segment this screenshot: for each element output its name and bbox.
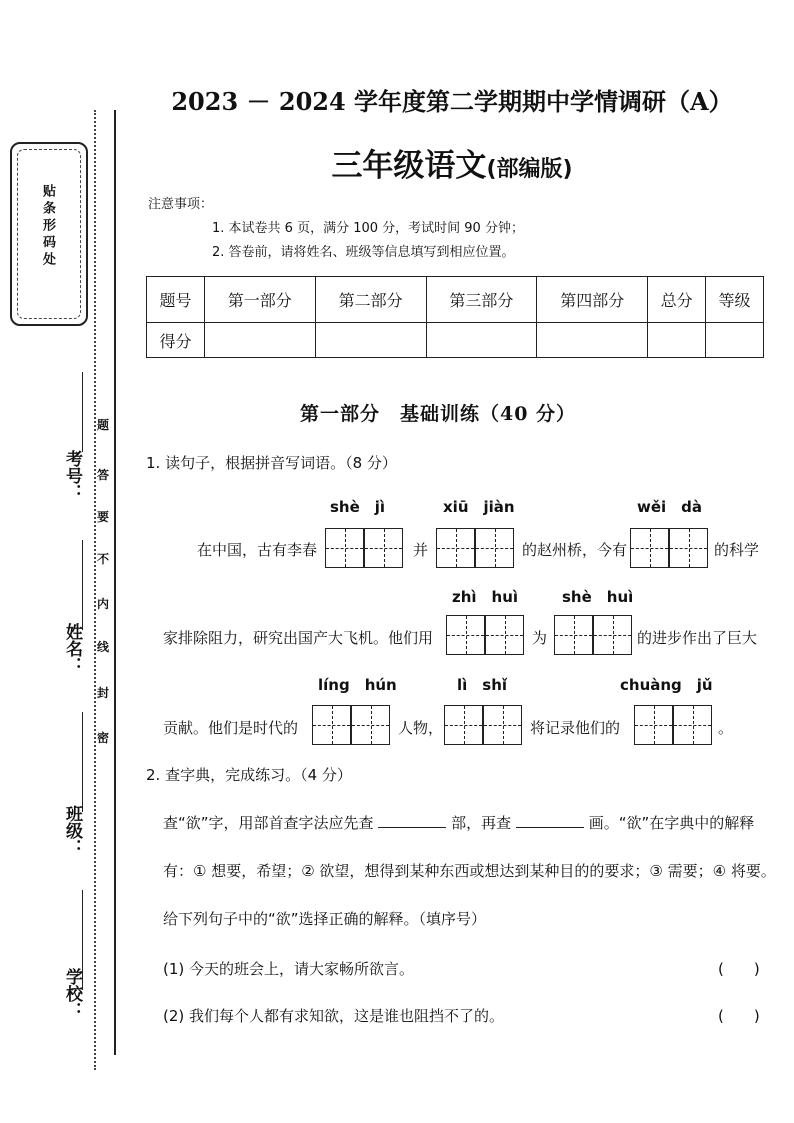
barcode-label: 贴条形码处 (40, 184, 55, 269)
tian-grid-box[interactable] (351, 705, 390, 745)
name-label: 姓名： (62, 623, 82, 674)
seal-char: 内 (97, 597, 110, 611)
tian-grid-box[interactable] (444, 705, 483, 745)
q1-text: 。 (718, 719, 734, 737)
answer-parenthesis[interactable]: ( ) (718, 1007, 760, 1025)
score-table (146, 276, 764, 358)
dotted-cut-line (94, 110, 96, 1070)
q1-text: 家排除阻力，研究出国产大飞机。他们用 (163, 629, 434, 647)
pinyin: wěi dà (637, 498, 703, 516)
score-row-label: 得分 (147, 323, 205, 358)
tian-grid-box[interactable] (446, 615, 485, 655)
pinyin: zhì huì (452, 588, 519, 606)
school-label: 学校： (62, 968, 82, 1019)
score-cell[interactable] (706, 323, 764, 358)
q1-text: 在中国，古有李春 (197, 541, 318, 559)
score-header: 第一部分 (204, 277, 315, 323)
class-line[interactable] (82, 712, 83, 812)
notes-heading: 注意事项： (148, 197, 214, 212)
q2-item: (2) 我们每个人都有求知欲，这是谁也阻挡不了的。 (163, 1007, 505, 1025)
pinyin: shè huì (562, 588, 634, 606)
tian-grid-box[interactable] (593, 615, 632, 655)
tian-grid-box[interactable] (312, 705, 351, 745)
q2-line1-a: 查“欲”字，用部首查字法应先查 (163, 814, 374, 832)
tian-grid-box[interactable] (436, 528, 475, 568)
q1-prompt: 1. 读句子，根据拼音写词语。（8 分） (146, 454, 397, 472)
score-cell[interactable] (426, 323, 537, 358)
tian-grid-box[interactable] (475, 528, 514, 568)
tian-grid-box[interactable] (554, 615, 593, 655)
q1-text: 并 (413, 541, 429, 559)
tian-grid-box[interactable] (483, 705, 522, 745)
subject-name: 三年级语文 (331, 148, 487, 184)
name-line[interactable] (82, 540, 83, 630)
note-item: 1. 本试卷共 6 页，满分 100 分，考试时间 90 分钟； (212, 221, 524, 236)
tian-grid-box[interactable] (364, 528, 403, 568)
seal-char: 答 (97, 468, 110, 482)
seal-char: 密 (97, 731, 110, 745)
exam-subtitle (0, 140, 794, 185)
q2-prompt: 2. 查字典，完成练习。（4 分） (146, 766, 352, 784)
edition: (部编版) (486, 157, 573, 182)
seal-char: 封 (97, 686, 110, 700)
seal-char: 不 (97, 552, 110, 566)
class-label: 班级： (62, 805, 82, 856)
tian-grid-box[interactable] (634, 705, 673, 745)
score-cell[interactable] (315, 323, 426, 358)
pinyin: líng hún (318, 676, 397, 694)
tian-grid-box[interactable] (485, 615, 524, 655)
exam-number-label: 考号： (62, 450, 82, 501)
q2-line2: 有：① 想要，希望；② 欲望，想得到某种东西或想达到某种目的的要求；③ 需要；④ 将要。 (163, 862, 776, 880)
q1-text: 的赵州桥，今有 (522, 541, 628, 559)
pinyin: lì shǐ (457, 676, 508, 694)
notes (148, 193, 524, 265)
radical-answer-blank[interactable] (378, 813, 446, 828)
stroke-answer-blank[interactable] (516, 813, 584, 828)
seal-char: 题 (97, 418, 110, 432)
q1-text: 的进步作出了巨大 (637, 629, 758, 647)
exam-title: 2023 － 2024 学年度第二学期期中学情调研（A） (171, 87, 733, 116)
note-item: 2. 答卷前，请将姓名、班级等信息填写到相应位置。 (212, 245, 515, 260)
answer-parenthesis[interactable]: ( ) (718, 960, 760, 978)
q2-line1 (163, 812, 754, 833)
part1-title: 第一部分 基础训练（40 分） (300, 403, 577, 425)
q1-text: 将记录他们的 (530, 719, 621, 737)
score-header: 等级 (706, 277, 764, 323)
seal-char: 线 (97, 640, 110, 654)
q2-line3: 给下列句子中的“欲”选择正确的解释。（填序号） (163, 910, 487, 928)
q2-line1-c: 画。“欲”在字典中的解释 (588, 814, 755, 832)
seal-char: 要 (97, 510, 110, 524)
q2-line1-b: 部，再查 (451, 814, 512, 832)
tian-grid-box[interactable] (325, 528, 364, 568)
score-header: 总分 (648, 277, 706, 323)
score-header: 第二部分 (315, 277, 426, 323)
score-header: 题号 (147, 277, 205, 323)
pinyin: xiū jiàn (443, 498, 515, 516)
score-cell[interactable] (648, 323, 706, 358)
score-cell[interactable] (537, 323, 648, 358)
q1-text: 的科学 (714, 541, 760, 559)
score-header: 第三部分 (426, 277, 537, 323)
pinyin: chuàng jǔ (620, 676, 713, 694)
q1-text: 贡献。他们是时代的 (163, 719, 299, 737)
q1-text: 为 (532, 629, 548, 647)
score-cell[interactable] (204, 323, 315, 358)
binding-line (114, 110, 116, 1055)
pinyin: shè jì (330, 498, 386, 516)
tian-grid-box[interactable] (673, 705, 712, 745)
tian-grid-box[interactable] (669, 528, 708, 568)
q1-text: 人物， (398, 719, 444, 737)
exam-number-line[interactable] (82, 372, 83, 452)
q2-item: (1) 今天的班会上，请大家畅所欲言。 (163, 960, 415, 978)
tian-grid-box[interactable] (630, 528, 669, 568)
score-header: 第四部分 (537, 277, 648, 323)
